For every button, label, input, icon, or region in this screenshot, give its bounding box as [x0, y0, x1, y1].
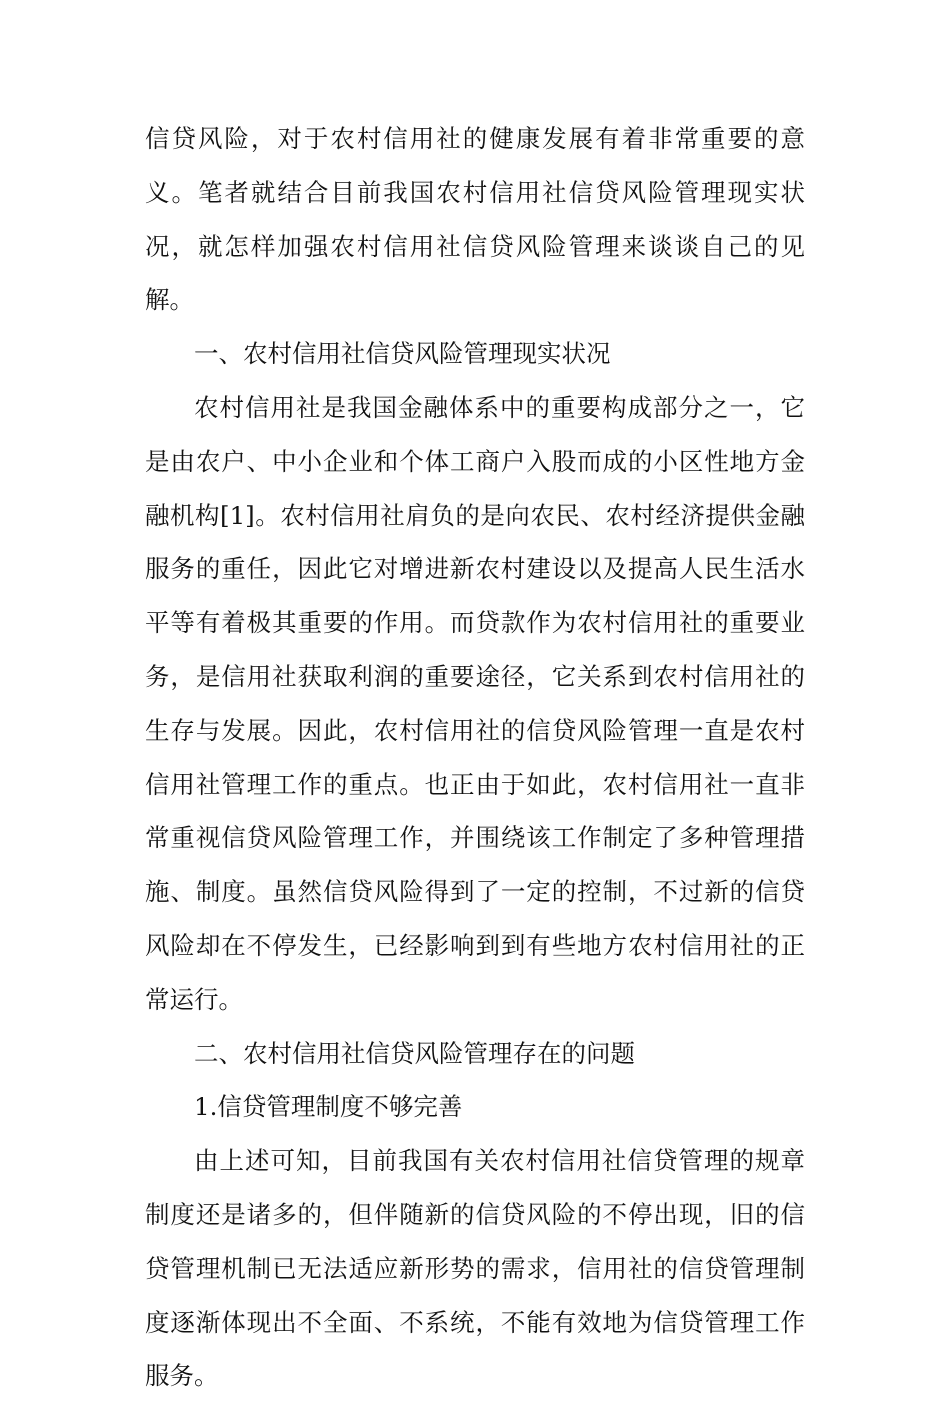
paragraph-intro-continuation: 信贷风险，对于农村信用社的健康发展有着非常重要的意义。笔者就结合目前我国农村信用社信贷风险管理现实状况，就怎样加强农村信用社信贷风险管理来谈谈自己的见解。	[145, 124, 805, 315]
document-body	[145, 112, 805, 1403]
section-heading-problems: 二、农村信用社信贷风险管理存在的问题	[194, 1038, 635, 1068]
section-heading-current-status: 一、农村信用社信贷风险管理现实状况	[194, 339, 611, 369]
paragraph-credit-management-system: 由上述可知，目前我国有关农村信用社信贷管理的规章制度还是诸多的，但伴随新的信贷风险的不停出现，旧的信贷管理机制已无法适应新形势的需求，信用社的信贷管理制度逐渐体现出不全面、不系统，不能有效地为信贷管理工作服务。	[145, 1146, 805, 1391]
subheading-credit-management-system: 1.信贷管理制度不够完善	[194, 1092, 463, 1122]
paragraph-current-status: 农村信用社是我国金融体系中的重要构成部分之一，它是由农户、中小企业和个体工商户入股而成的小区性地方金融机构[1]。农村信用社肩负的是向农民、农村经济提供金融服务的重任，因此它对增进新农村建设以及提高人民生活水平等有着极其重要的作用。而贷款作为农村信用社的重要业务，是信用社获取利润的重要途径，它关系到农村信用社的生存与发展。因此，农村信用社的信贷风险管理一直是农村信用社管理工作的重点。也正由于如此，农村信用社一直非常重视信贷风险管理工作，并围绕该工作制定了多种管理措施、制度。虽然信贷风险得到了一定的控制，不过新的信贷风险却在不停发生，已经影响到到有些地方农村信用社的正常运行。	[145, 392, 805, 1014]
